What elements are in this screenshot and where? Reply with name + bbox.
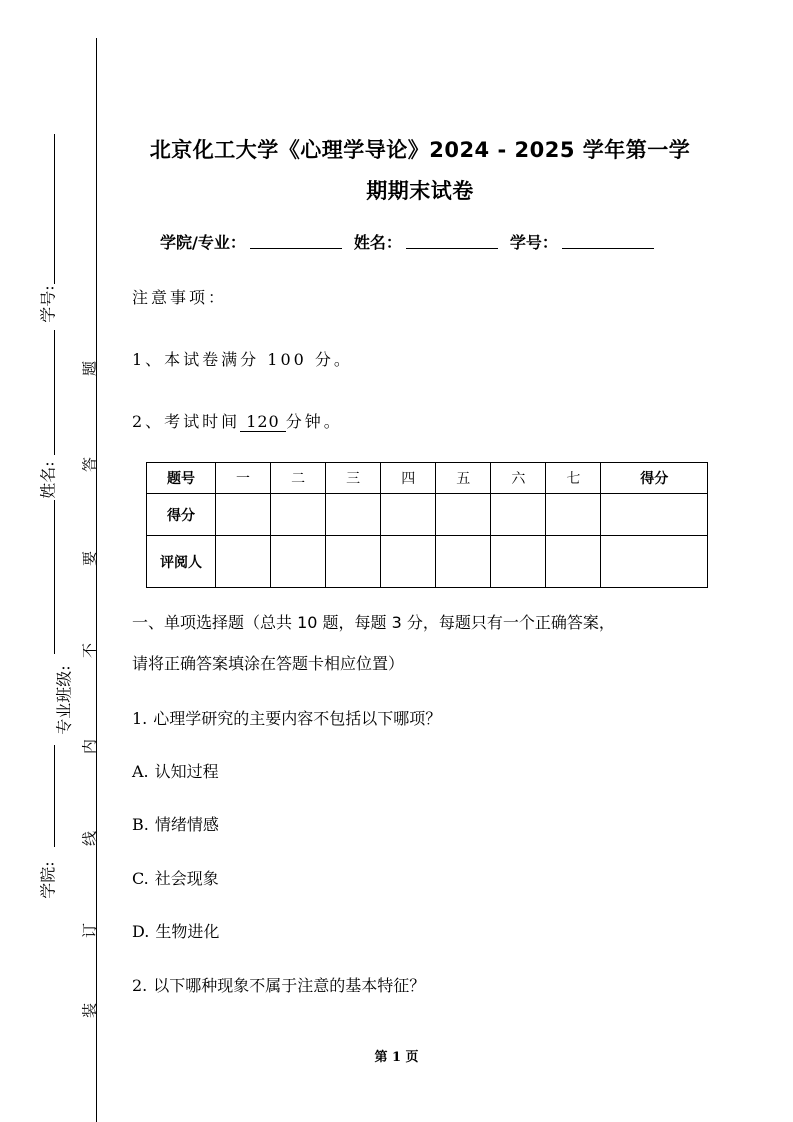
student-info-row [160, 230, 666, 253]
side-label-name: 姓名: [30, 455, 60, 505]
binding-line [96, 38, 97, 1122]
score-cell[interactable] [326, 494, 381, 536]
reviewer-cell[interactable] [216, 536, 271, 588]
header-cell: 题号 [147, 463, 216, 494]
section-1-instructions-line1: 一、单项选择题（总共 10 题，每题 3 分，每题只有一个正确答案， [132, 613, 615, 632]
college-major-field[interactable] [250, 230, 342, 249]
score-cell[interactable] [381, 494, 436, 536]
reviewer-cell[interactable] [381, 536, 436, 588]
score-cell[interactable] [601, 494, 708, 536]
margin-warning-char: 答 [80, 457, 99, 473]
header-cell: 得分 [601, 463, 708, 494]
header-cell: 四 [381, 463, 436, 494]
exam-title-line1: 北京化工大学《心理学导论》2024 - 2025 学年第一学 [149, 138, 691, 162]
header-cell: 二 [271, 463, 326, 494]
margin-warning-char: 不 [80, 643, 99, 659]
name-label: 姓名： [353, 233, 402, 252]
note-item-2: 2、考试时间 120 分钟。 [132, 412, 343, 431]
reviewer-cell[interactable] [601, 536, 708, 588]
header-cell: 六 [491, 463, 546, 494]
header-cell: 三 [326, 463, 381, 494]
side-label-major-class: 专业班级: [30, 660, 60, 740]
option-c[interactable]: C. 社会现象 [132, 869, 219, 888]
header-cell: 七 [546, 463, 601, 494]
option-d[interactable]: D. 生物进化 [132, 922, 220, 941]
header-cell: 一 [216, 463, 271, 494]
question-2: 2. 以下哪种现象不属于注意的基本特征？ [132, 976, 426, 995]
option-b[interactable]: B. 情绪情感 [132, 815, 219, 834]
score-cell[interactable] [546, 494, 601, 536]
row-label: 评阅人 [147, 536, 216, 588]
student-id-label: 学号： [509, 233, 558, 252]
margin-warning-char: 要 [80, 551, 99, 567]
question-1: 1. 心理学研究的主要内容不包括以下哪项？ [132, 709, 442, 728]
score-cell[interactable] [216, 494, 271, 536]
college-blank-line [54, 745, 55, 847]
page-number: 第 1 页 [374, 1050, 419, 1065]
margin-warning-char: 订 [80, 923, 99, 939]
reviewer-cell[interactable] [546, 536, 601, 588]
exam-title-line2: 期期末试卷 [366, 179, 474, 203]
row-label: 得分 [147, 494, 216, 536]
margin-warning-char: 内 [80, 739, 99, 755]
margin-warning-char: 题 [80, 361, 99, 377]
header-cell: 五 [436, 463, 491, 494]
reviewer-row [147, 536, 708, 588]
side-label-college: 学院: [30, 855, 60, 905]
name-blank-line [54, 330, 55, 460]
reviewer-cell[interactable] [491, 536, 546, 588]
score-table-header-row [147, 463, 708, 494]
exam-duration-value: 120 [240, 412, 286, 432]
score-cell[interactable] [271, 494, 326, 536]
score-row [147, 494, 708, 536]
score-table [146, 462, 708, 588]
reviewer-cell[interactable] [271, 536, 326, 588]
major-class-blank-line [54, 500, 55, 654]
margin-warning-char: 线 [80, 831, 99, 847]
student-id-field[interactable] [562, 230, 654, 249]
option-a[interactable]: A. 认知过程 [132, 762, 219, 781]
name-field[interactable] [406, 230, 498, 249]
reviewer-cell[interactable] [326, 536, 381, 588]
score-cell[interactable] [436, 494, 491, 536]
margin-warning-char: 装 [80, 1003, 99, 1019]
note-item-1: 1、本试卷满分 100 分。 [132, 350, 353, 369]
reviewer-cell[interactable] [436, 536, 491, 588]
college-major-label: 学院/专业： [160, 233, 246, 252]
section-1-instructions-line2: 请将正确答案填涂在答题卡相应位置） [132, 654, 405, 673]
side-label-student-id: 学号: [30, 284, 60, 324]
score-cell[interactable] [491, 494, 546, 536]
notes-heading: 注意事项： [132, 288, 228, 307]
